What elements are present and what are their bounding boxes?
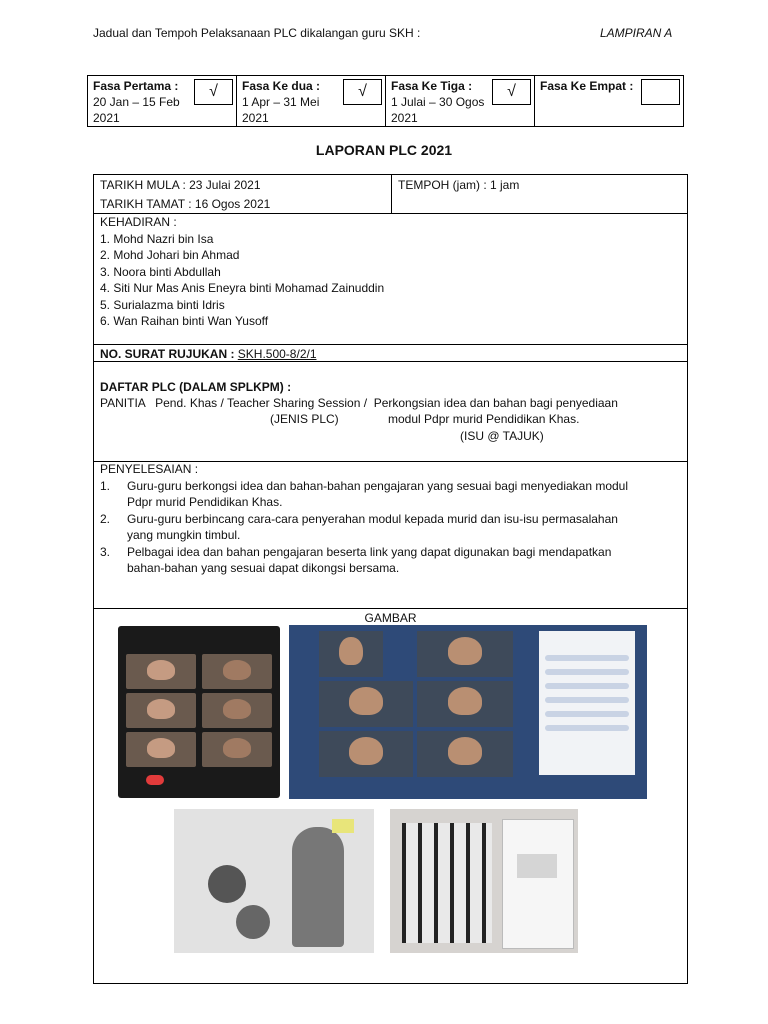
end-date: TARIKH TAMAT : 16 Ogos 2021 — [100, 197, 271, 211]
video-tile — [417, 681, 513, 727]
plc-list-label: DAFTAR PLC (DALAM SPLKPM) : — [100, 380, 292, 394]
phase-year: 2021 — [93, 111, 120, 125]
item-text: bahan-bahan yang sesuai dapat dikongsi bersama. — [127, 561, 400, 575]
phase-title: Fasa Ke dua : — [242, 79, 321, 93]
participants-panel — [539, 631, 635, 775]
phase-title: Fasa Pertama : — [93, 79, 179, 93]
list-item — [100, 544, 680, 577]
end-call-icon — [146, 775, 164, 785]
plc-topic-caption: (ISU @ TAJUK) — [460, 429, 544, 443]
item-text: Guru-guru berkongsi idea dan bahan-bahan pengajaran yang sesuai bagi menyediakan modul — [127, 478, 629, 493]
reference-label: NO. SURAT RUJUKAN : — [100, 347, 238, 361]
divider — [391, 175, 392, 213]
item-text: Pdpr murid Pendidikan Khas. — [127, 495, 283, 509]
video-tile — [126, 654, 196, 689]
phase-check-mark: √ — [343, 79, 382, 105]
list-item — [100, 478, 680, 511]
participant-row — [545, 683, 629, 689]
video-tile — [319, 731, 413, 777]
attendee: 2. Mohd Johari bin Ahmad — [100, 248, 240, 262]
video-tile — [319, 681, 413, 727]
phase-table — [87, 75, 684, 127]
header-lampiran: LAMPIRAN A — [600, 26, 673, 40]
divider — [94, 361, 687, 362]
participant-row — [545, 669, 629, 675]
illustration-shape — [208, 865, 246, 903]
item-number: 2. — [100, 511, 111, 526]
video-tile — [126, 732, 196, 767]
video-tile — [126, 693, 196, 728]
illustration-shape — [236, 905, 270, 939]
phase-dates: 20 Jan – 15 Feb — [93, 95, 180, 109]
participant-row — [545, 725, 629, 731]
attendee: 4. Siti Nur Mas Anis Eneyra binti Mohamad Zainuddin — [100, 281, 385, 295]
video-tile — [202, 654, 272, 689]
date-cell — [100, 176, 270, 214]
attendance-cell — [100, 214, 384, 330]
divider — [94, 344, 687, 345]
video-tile — [319, 631, 383, 677]
plc-type-caption: (JENIS PLC) — [270, 412, 339, 426]
resolution-cell — [100, 461, 680, 577]
phase-title: Fasa Ke Empat : — [540, 79, 634, 93]
reference-number: SKH.500-8/2/1 — [237, 347, 317, 361]
item-text: Pelbagai idea dan bahan pengajaran beserta link yang dapat digunakan bagi mendapatkan — [127, 544, 612, 559]
phase-1 — [88, 76, 237, 126]
spiral-stack — [402, 823, 492, 943]
phase-check-mark — [641, 79, 680, 105]
report-table — [93, 174, 688, 984]
item-text: Guru-guru berbincang cara-cara penyerahan modul kepada murid dan isu-isu permasalahan — [127, 511, 618, 526]
attendee: 3. Noora binti Abdullah — [100, 264, 221, 279]
attendee: 6. Wan Raihan binti Wan Yusoff — [100, 314, 269, 328]
cover-graphic — [517, 854, 557, 878]
header-title: Jadual dan Tempoh Pelaksanaan PLC dikalangan guru SKH : — [93, 26, 421, 40]
phase-check-mark: √ — [492, 79, 531, 105]
phase-3 — [386, 76, 535, 126]
phase-dates: 1 Julai – 30 Ogos — [391, 95, 485, 109]
illustration-figure — [292, 827, 344, 947]
sticker-shape — [332, 819, 354, 833]
phase-year: 2021 — [242, 111, 269, 125]
video-tile — [417, 731, 513, 777]
phase-title: Fasa Ke Tiga : — [391, 79, 473, 93]
spiral-modules-photo — [390, 809, 578, 953]
attendance-label: KEHADIRAN : — [100, 215, 177, 229]
duration: TEMPOH (jam) : 1 jam — [398, 178, 520, 192]
video-tile — [202, 732, 272, 767]
list-item — [100, 511, 680, 544]
video-tile — [417, 631, 513, 677]
video-tile — [202, 693, 272, 728]
gallery-label: GAMBAR — [364, 611, 417, 625]
attendee: 1. Mohd Nazri bin Isa — [100, 231, 214, 246]
item-number: 3. — [100, 544, 111, 559]
phase-2 — [237, 76, 386, 126]
phase-check-mark: √ — [194, 79, 233, 105]
phone-video-call-photo — [118, 626, 280, 798]
divider — [94, 608, 687, 609]
item-number: 1. — [100, 478, 111, 493]
item-text: yang mungkin timbul. — [127, 528, 241, 542]
phase-year: 2021 — [391, 111, 418, 125]
phase-4 — [535, 76, 683, 126]
online-meeting-photo — [289, 625, 647, 799]
plc-list-line: PANITIA Pend. Khas / Teacher Sharing Session / Perkongsian idea dan bahan bagi penyediaan — [100, 396, 618, 410]
module-booklet-photo — [174, 809, 374, 953]
phase-dates: 1 Apr – 31 Mei — [242, 95, 320, 109]
attendee: 5. Surialazma binti Idris — [100, 297, 225, 312]
resolution-label: PENYELESAIAN : — [100, 462, 199, 476]
participant-row — [545, 711, 629, 717]
participant-row — [545, 655, 629, 661]
participant-row — [545, 697, 629, 703]
module-cover — [502, 819, 574, 949]
resolution-list — [100, 478, 680, 577]
report-title: LAPORAN PLC 2021 — [315, 142, 453, 158]
plc-topic: modul Pdpr murid Pendidikan Khas. — [388, 412, 580, 426]
start-date: TARIKH MULA : 23 Julai 2021 — [100, 178, 261, 192]
